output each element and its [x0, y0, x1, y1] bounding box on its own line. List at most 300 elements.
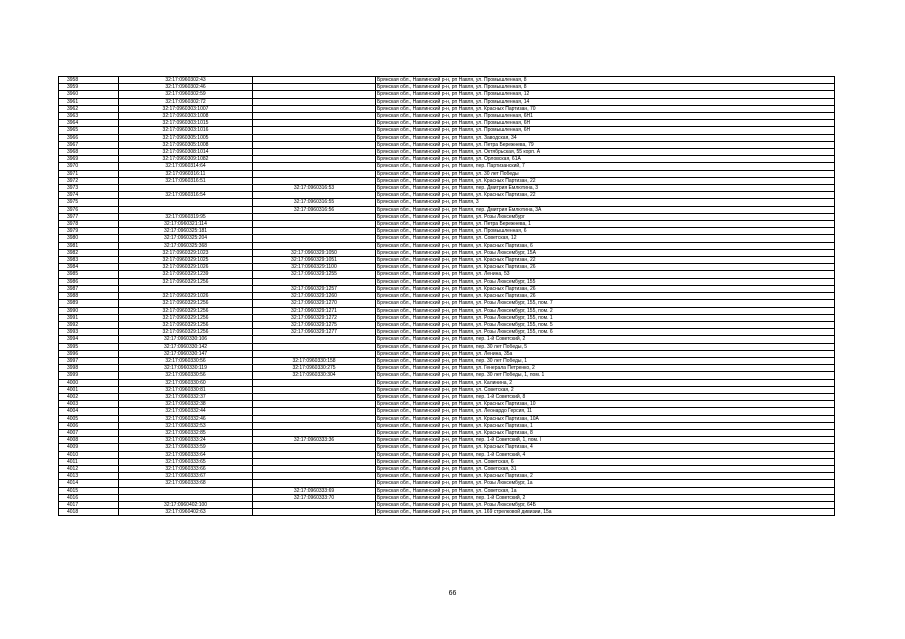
cadastral-number-cell: 32:17:0960329:1256 — [119, 278, 253, 285]
parent-cadastral-number-cell — [253, 336, 376, 343]
table-row — [59, 357, 835, 364]
row-number-cell: 3969 — [59, 156, 119, 163]
table-row — [59, 156, 835, 163]
parent-cadastral-number-cell: 32:17:0960316:53 — [253, 185, 376, 192]
cadastral-number-cell: 32:17:0960303:1007 — [119, 105, 253, 112]
cadastral-number-cell: 32:17:0960302:46 — [119, 84, 253, 91]
table-row — [59, 242, 835, 249]
address-cell: Брянская обл., Навлинский р-н, рп Навля, ул. Красных Партизан, 6 — [376, 242, 835, 249]
parent-cadastral-number-cell — [253, 408, 376, 415]
row-number-cell: 3965 — [59, 127, 119, 134]
address-cell: Брянская обл., Навлинский р-н, рп Навля, пер. 30 лет Победы, 5 — [376, 343, 835, 350]
row-number-cell: 3978 — [59, 221, 119, 228]
cadastral-number-cell: 32:17:0960329:1023 — [119, 249, 253, 256]
parent-cadastral-number-cell — [253, 415, 376, 422]
cadastral-number-cell: 32:17:0960329:1239 — [119, 271, 253, 278]
row-number-cell: 4014 — [59, 480, 119, 487]
row-number-cell: 3984 — [59, 264, 119, 271]
cadastral-number-cell: 32:17:0960302:59 — [119, 91, 253, 98]
table-row — [59, 264, 835, 271]
cadastral-number-cell: 32:17:0960402:63 — [119, 509, 253, 516]
row-number-cell: 3989 — [59, 300, 119, 307]
row-number-cell: 3997 — [59, 357, 119, 364]
parent-cadastral-number-cell: 32:17:0960329:1050 — [253, 249, 376, 256]
cadastral-number-cell: 32:17:0960325:181 — [119, 228, 253, 235]
row-number-cell: 3977 — [59, 213, 119, 220]
cadastral-number-cell: 32:17:0960333:68 — [119, 480, 253, 487]
cadastral-number-cell: 32:17:0960330:60 — [119, 379, 253, 386]
address-cell: Брянская обл., Навлинский р-н, рп Навля, пер. 1-й Советский, 8 — [376, 393, 835, 400]
table-row — [59, 480, 835, 487]
address-cell: Брянская обл., Навлинский р-н, рп Навля, ул. Красных Партизан, 10 — [376, 401, 835, 408]
parent-cadastral-number-cell — [253, 120, 376, 127]
cadastral-number-cell — [119, 494, 253, 501]
parent-cadastral-number-cell: 32:17:0960329:1255 — [253, 271, 376, 278]
parent-cadastral-number-cell — [253, 77, 376, 84]
table-row — [59, 451, 835, 458]
row-number-cell: 3962 — [59, 105, 119, 112]
parent-cadastral-number-cell — [253, 113, 376, 120]
address-cell: Брянская обл., Навлинский р-н, рп Навля, пер. 30 лет Победы, 1, пом. 1 — [376, 372, 835, 379]
row-number-cell: 4017 — [59, 501, 119, 508]
cadastral-number-cell: 32:17:0960303:1008 — [119, 113, 253, 120]
cadastral-number-cell: 32:17:0960333:64 — [119, 451, 253, 458]
parent-cadastral-number-cell: 32:17:0960329:1272 — [253, 314, 376, 321]
row-number-cell: 3985 — [59, 271, 119, 278]
row-number-cell: 3973 — [59, 185, 119, 192]
parent-cadastral-number-cell — [253, 149, 376, 156]
table-row — [59, 343, 835, 350]
row-number-cell: 4005 — [59, 415, 119, 422]
cadastral-number-cell: 32:17:0960333:67 — [119, 473, 253, 480]
parent-cadastral-number-cell: 32:17:0960333:36 — [253, 437, 376, 444]
table-row — [59, 285, 835, 292]
address-cell: Брянская обл., Навлинский р-н, рп Навля, ул. Промышленная, 14 — [376, 98, 835, 105]
cadastral-number-cell: 32:17:0960332:46 — [119, 415, 253, 422]
table-row — [59, 444, 835, 451]
address-cell: Брянская обл., Навлинский р-н, рп Навля, ул. Красных Партизан, 26 — [376, 293, 835, 300]
table-row — [59, 422, 835, 429]
row-number-cell: 3981 — [59, 242, 119, 249]
parent-cadastral-number-cell — [253, 278, 376, 285]
parent-cadastral-number-cell: 32:17:0960330:158 — [253, 357, 376, 364]
row-number-cell: 3968 — [59, 149, 119, 156]
address-cell: Брянская обл., Навлинский р-н, рп Навля, пер. 1-й Советский, 2 — [376, 494, 835, 501]
cadastral-number-cell: 32:17:0960333:24 — [119, 437, 253, 444]
row-number-cell: 3959 — [59, 84, 119, 91]
parent-cadastral-number-cell — [253, 91, 376, 98]
parent-cadastral-number-cell — [253, 501, 376, 508]
row-number-cell: 4006 — [59, 422, 119, 429]
address-cell: Брянская обл., Навлинский р-н, рп Навля, ул. Заводская, 34 — [376, 134, 835, 141]
row-number-cell: 3963 — [59, 113, 119, 120]
address-cell: Брянская обл., Навлинский р-н, рп Навля, ул. Петра Бережнева, 1 — [376, 221, 835, 228]
parent-cadastral-number-cell — [253, 235, 376, 242]
address-cell: Брянская обл., Навлинский р-н, рп Навля, пер. Партизанский, 7 — [376, 163, 835, 170]
address-cell: Брянская обл., Навлинский р-н, рп Навля, 3 — [376, 199, 835, 206]
address-cell: Брянская обл., Навлинский р-н, рп Навля, ул. Советская, 1а — [376, 487, 835, 494]
cadastral-number-cell: 32:17:0960402:100 — [119, 501, 253, 508]
parent-cadastral-number-cell: 32:17:0960316:56 — [253, 206, 376, 213]
cadastral-number-cell: 32:17:0960329:1025 — [119, 257, 253, 264]
cadastral-number-cell: 32:17:0960332:53 — [119, 422, 253, 429]
address-cell: Брянская обл., Навлинский р-н, рп Навля, ул. Октябрьская, 55 корп. А — [376, 149, 835, 156]
parent-cadastral-number-cell: 32:17:0960329:1270 — [253, 300, 376, 307]
address-cell: Брянская обл., Навлинский р-н, рп Навля, пер. Дмитрия Емлютина, 3 — [376, 185, 835, 192]
table-row — [59, 487, 835, 494]
row-number-cell: 3983 — [59, 257, 119, 264]
table-row — [59, 120, 835, 127]
parent-cadastral-number-cell — [253, 429, 376, 436]
cadastral-number-cell: 32:17:0960329:1256 — [119, 300, 253, 307]
table-row — [59, 98, 835, 105]
table-row — [59, 458, 835, 465]
cadastral-number-cell: 32:17:0960305:1008 — [119, 141, 253, 148]
table-row — [59, 386, 835, 393]
row-number-cell: 3975 — [59, 199, 119, 206]
address-cell: Брянская обл., Навлинский р-н, рп Навля, ул. Ленина, 53 — [376, 271, 835, 278]
parent-cadastral-number-cell — [253, 170, 376, 177]
table-row — [59, 329, 835, 336]
table-row — [59, 473, 835, 480]
parent-cadastral-number-cell: 32:17:0960329:1257 — [253, 285, 376, 292]
address-cell: Брянская обл., Навлинский р-н, рп Навля, ул. Леонардо Герсия, 11 — [376, 408, 835, 415]
address-cell: Брянская обл., Навлинский р-н, рп Навля, ул. Розы Люксембург, 155, пом. 2 — [376, 307, 835, 314]
row-number-cell: 4007 — [59, 429, 119, 436]
cadastral-number-cell: 32:17:0960316:11 — [119, 170, 253, 177]
row-number-cell: 3958 — [59, 77, 119, 84]
row-number-cell: 3996 — [59, 350, 119, 357]
cadastral-number-cell: 32:17:0960333:66 — [119, 465, 253, 472]
table-row — [59, 415, 835, 422]
address-cell: Брянская обл., Навлинский р-н, рп Навля, ул. Промышленная, 6Н — [376, 127, 835, 134]
address-cell: Брянская обл., Навлинский р-н, рп Навля, пер. 1-й Советский, 2 — [376, 336, 835, 343]
table-row — [59, 321, 835, 328]
row-number-cell: 3976 — [59, 206, 119, 213]
cadastral-number-cell: 32:17:0960332:38 — [119, 401, 253, 408]
cadastral-number-cell: 32:17:0960330:142 — [119, 343, 253, 350]
table-row — [59, 105, 835, 112]
row-number-cell: 3970 — [59, 163, 119, 170]
table-row — [59, 113, 835, 120]
cadastral-number-cell: 32:17:0960329:1256 — [119, 321, 253, 328]
row-number-cell: 3980 — [59, 235, 119, 242]
parent-cadastral-number-cell — [253, 221, 376, 228]
page-number: 66 — [448, 590, 457, 597]
cadastral-number-cell: 32:17:0960302:72 — [119, 98, 253, 105]
address-cell: Брянская обл., Навлинский р-н, рп Навля, ул. Розы Люксембург, 155 — [376, 278, 835, 285]
parent-cadastral-number-cell: 32:17:0960316:55 — [253, 199, 376, 206]
row-number-cell: 3992 — [59, 321, 119, 328]
row-number-cell: 3990 — [59, 307, 119, 314]
table-row — [59, 134, 835, 141]
address-cell: Брянская обл., Навлинский р-н, рп Навля, ул. Розы Люксембург, 155, пом. 1 — [376, 314, 835, 321]
row-number-cell: 4013 — [59, 473, 119, 480]
cadastral-number-cell: 32:17:0960330:56 — [119, 357, 253, 364]
parent-cadastral-number-cell — [253, 105, 376, 112]
parent-cadastral-number-cell — [253, 156, 376, 163]
table-row — [59, 228, 835, 235]
cadastral-number-cell: 32:17:0960319:95 — [119, 213, 253, 220]
address-cell: Брянская обл., Навлинский р-н, рп Навля, ул. Красных Партизан, 26 — [376, 285, 835, 292]
table-row — [59, 127, 835, 134]
address-cell: Брянская обл., Навлинский р-н, рп Навля, ул. Красных Партизан, 22 — [376, 192, 835, 199]
row-number-cell: 3998 — [59, 365, 119, 372]
table-row — [59, 494, 835, 501]
cadastral-number-cell: 32:17:0960333:65 — [119, 458, 253, 465]
row-number-cell: 3986 — [59, 278, 119, 285]
address-cell: Брянская обл., Навлинский р-н, рп Навля, ул. Промышленная, 6 — [376, 228, 835, 235]
table-row — [59, 141, 835, 148]
row-number-cell: 3995 — [59, 343, 119, 350]
row-number-cell: 4008 — [59, 437, 119, 444]
cadastral-number-cell — [119, 487, 253, 494]
table-row — [59, 213, 835, 220]
parent-cadastral-number-cell: 32:17:0960330:304 — [253, 372, 376, 379]
address-cell: Брянская обл., Навлинский р-н, рп Навля, ул. Красных Партизан, 26 — [376, 264, 835, 271]
table-row — [59, 199, 835, 206]
parent-cadastral-number-cell — [253, 127, 376, 134]
table-row — [59, 249, 835, 256]
table-row — [59, 300, 835, 307]
cadastral-number-cell: 32:17:0960325:368 — [119, 242, 253, 249]
address-cell: Брянская обл., Навлинский р-н, рп Навля, ул. Орловская, 61А — [376, 156, 835, 163]
cadastral-number-cell: 32:17:0960329:1256 — [119, 329, 253, 336]
table-row — [59, 293, 835, 300]
parent-cadastral-number-cell — [253, 163, 376, 170]
row-number-cell: 3991 — [59, 314, 119, 321]
table-row — [59, 393, 835, 400]
parent-cadastral-number-cell: 32:17:0960329:1277 — [253, 329, 376, 336]
cadastral-number-cell: 32:17:0960329:1256 — [119, 307, 253, 314]
table-row — [59, 314, 835, 321]
parent-cadastral-number-cell — [253, 509, 376, 516]
cadastral-number-cell: 32:17:0960309:1082 — [119, 156, 253, 163]
address-cell: Брянская обл., Навлинский р-н, рп Навля, ул. Промышленная, 6Н1 — [376, 113, 835, 120]
cadastral-number-cell: 32:17:0960332:44 — [119, 408, 253, 415]
parent-cadastral-number-cell — [253, 141, 376, 148]
address-cell: Брянская обл., Навлинский р-н, рп Навля, ул. Красных Партизан, 2 — [376, 473, 835, 480]
table-row — [59, 84, 835, 91]
table-row — [59, 408, 835, 415]
cadastral-number-cell: 32:17:0960332:85 — [119, 429, 253, 436]
row-number-cell: 3982 — [59, 249, 119, 256]
table-row — [59, 278, 835, 285]
address-cell: Брянская обл., Навлинский р-н, рп Навля, ул. Розы Люксембург, 64Б — [376, 501, 835, 508]
address-cell: Брянская обл., Навлинский р-н, рп Навля, ул. Красных Партизан, 1 — [376, 422, 835, 429]
cadastral-number-cell: 32:17:0960303:1016 — [119, 127, 253, 134]
cadastral-number-cell: 32:17:0960330:56 — [119, 372, 253, 379]
table-row — [59, 206, 835, 213]
address-cell: Брянская обл., Навлинский р-н, рп Навля, ул. Розы Люксембург — [376, 213, 835, 220]
address-cell: Брянская обл., Навлинский р-н, рп Навля, ул. Советская, 12 — [376, 235, 835, 242]
row-number-cell: 4015 — [59, 487, 119, 494]
address-cell: Брянская обл., Навлинский р-н, рп Навля, ул. Красных Партизан, 8 — [376, 429, 835, 436]
cadastral-number-cell: 32:17:0960303:1015 — [119, 120, 253, 127]
parent-cadastral-number-cell — [253, 386, 376, 393]
row-number-cell: 3960 — [59, 91, 119, 98]
address-cell: Брянская обл., Навлинский р-н, рп Навля, ул. 30 лет Победы — [376, 170, 835, 177]
table-row — [59, 271, 835, 278]
address-cell: Брянская обл., Навлинский р-н, рп Навля, ул. 169 стрелковой дивизии, 15а — [376, 509, 835, 516]
cadastral-number-cell — [119, 206, 253, 213]
parent-cadastral-number-cell: 32:17:0960333:70 — [253, 494, 376, 501]
cadastral-number-cell: 32:17:0960314:64 — [119, 163, 253, 170]
parent-cadastral-number-cell — [253, 242, 376, 249]
table-row — [59, 501, 835, 508]
cadastral-number-cell: 32:17:0960330:81 — [119, 386, 253, 393]
cadastral-number-cell: 32:17:0960325:204 — [119, 235, 253, 242]
table-row — [59, 149, 835, 156]
row-number-cell: 3993 — [59, 329, 119, 336]
table-row — [59, 170, 835, 177]
address-cell: Брянская обл., Навлинский р-н, рп Навля, ул. Промышленная, 8 — [376, 77, 835, 84]
address-cell: Брянская обл., Навлинский р-н, рп Навля, ул. Генерала Петренко, 2 — [376, 365, 835, 372]
parent-cadastral-number-cell — [253, 213, 376, 220]
cadastral-number-cell: 32:17:0960329:1026 — [119, 293, 253, 300]
cadastral-number-cell: 32:17:0960332:37 — [119, 393, 253, 400]
row-number-cell: 3988 — [59, 293, 119, 300]
table-row — [59, 177, 835, 184]
row-number-cell: 3979 — [59, 228, 119, 235]
row-number-cell: 3987 — [59, 285, 119, 292]
parent-cadastral-number-cell: 32:17:0960329:1100 — [253, 264, 376, 271]
table-row — [59, 465, 835, 472]
address-cell: Брянская обл., Навлинский р-н, рп Навля, ул. Красных Партизан, 4 — [376, 444, 835, 451]
table-body — [59, 77, 835, 516]
parent-cadastral-number-cell: 32:17:0960329:1051 — [253, 257, 376, 264]
address-cell: Брянская обл., Навлинский р-н, рп Навля, ул. Ленина, 35а — [376, 350, 835, 357]
cadastral-number-cell: 32:17:0960316:51 — [119, 177, 253, 184]
address-cell: Брянская обл., Навлинский р-н, рп Навля, ул. Промышленная, 8 — [376, 84, 835, 91]
parent-cadastral-number-cell — [253, 177, 376, 184]
cadastral-number-cell: 32:17:0960305:1005 — [119, 134, 253, 141]
parent-cadastral-number-cell: 32:17:0960333:69 — [253, 487, 376, 494]
table-row — [59, 437, 835, 444]
parent-cadastral-number-cell — [253, 98, 376, 105]
row-number-cell: 3974 — [59, 192, 119, 199]
table-row — [59, 91, 835, 98]
cadastral-number-cell: 32:17:0960329:1026 — [119, 264, 253, 271]
row-number-cell: 4003 — [59, 401, 119, 408]
cadastral-number-cell — [119, 199, 253, 206]
address-cell: Брянская обл., Навлинский р-н, рп Навля, ул. Промышленная, 12 — [376, 91, 835, 98]
address-cell: Брянская обл., Навлинский р-н, рп Навля, пер. 1-й Советский, 4 — [376, 451, 835, 458]
parent-cadastral-number-cell — [253, 473, 376, 480]
parent-cadastral-number-cell — [253, 379, 376, 386]
parent-cadastral-number-cell — [253, 350, 376, 357]
address-cell: Брянская обл., Навлинский р-н, рп Навля, ул. Красных Партизан, 22 — [376, 257, 835, 264]
row-number-cell: 3961 — [59, 98, 119, 105]
cadastral-number-cell — [119, 285, 253, 292]
row-number-cell: 3971 — [59, 170, 119, 177]
cadastral-number-cell: 32:17:0960321:114 — [119, 221, 253, 228]
address-cell: Брянская обл., Навлинский р-н, рп Навля, ул. Розы Люксембург, 155, пом. 5 — [376, 321, 835, 328]
cadastral-number-cell: 32:17:0960330:119 — [119, 365, 253, 372]
parent-cadastral-number-cell — [253, 422, 376, 429]
table-row — [59, 429, 835, 436]
address-cell: Брянская обл., Навлинский р-н, рп Навля, пер. Дмитрия Емлютина, 3А — [376, 206, 835, 213]
table-row — [59, 307, 835, 314]
table-row — [59, 336, 835, 343]
address-cell: Брянская обл., Навлинский р-н, рп Навля, ул. Калинина, 2 — [376, 379, 835, 386]
table-row — [59, 257, 835, 264]
parent-cadastral-number-cell — [253, 393, 376, 400]
address-cell: Брянская обл., Навлинский р-н, рп Навля, ул. Советская, 2 — [376, 386, 835, 393]
parent-cadastral-number-cell — [253, 134, 376, 141]
row-number-cell: 4002 — [59, 393, 119, 400]
parent-cadastral-number-cell — [253, 458, 376, 465]
row-number-cell: 4010 — [59, 451, 119, 458]
address-cell: Брянская обл., Навлинский р-н, рп Навля, ул. Розы Люксембург, 1а — [376, 480, 835, 487]
cadastral-number-cell: 32:17:0960302:43 — [119, 77, 253, 84]
parent-cadastral-number-cell: 32:17:0960329:1275 — [253, 321, 376, 328]
address-cell: Брянская обл., Навлинский р-н, рп Навля, ул. Красных Партизан, 10А — [376, 415, 835, 422]
address-cell: Брянская обл., Навлинский р-н, рп Навля, ул. Розы Люксембург, 15А — [376, 249, 835, 256]
parent-cadastral-number-cell — [253, 228, 376, 235]
address-cell: Брянская обл., Навлинский р-н, рп Навля, пер. 30 лет Победы, 1 — [376, 357, 835, 364]
address-cell: Брянская обл., Навлинский р-н, рп Навля, пер. 1-й Советский, 1, пом. I — [376, 437, 835, 444]
address-cell: Брянская обл., Навлинский р-н, рп Навля, ул. Петра Бережнева, 79 — [376, 141, 835, 148]
row-number-cell: 4018 — [59, 509, 119, 516]
row-number-cell: 4000 — [59, 379, 119, 386]
table-row — [59, 509, 835, 516]
cadastral-number-cell: 32:17:0960330:147 — [119, 350, 253, 357]
row-number-cell: 4001 — [59, 386, 119, 393]
table-row — [59, 77, 835, 84]
row-number-cell: 4016 — [59, 494, 119, 501]
row-number-cell: 4009 — [59, 444, 119, 451]
address-cell: Брянская обл., Навлинский р-н, рп Навля, ул. Красных Партизан, 70 — [376, 105, 835, 112]
row-number-cell: 3999 — [59, 372, 119, 379]
parent-cadastral-number-cell: 32:17:0960329:1271 — [253, 307, 376, 314]
row-number-cell: 3972 — [59, 177, 119, 184]
address-cell: Брянская обл., Навлинский р-н, рп Навля, ул. Розы Люксембург, 155, пом. 6 — [376, 329, 835, 336]
cadastral-number-cell: 32:17:0960308:1014 — [119, 149, 253, 156]
row-number-cell: 3967 — [59, 141, 119, 148]
row-number-cell: 4011 — [59, 458, 119, 465]
table-row — [59, 379, 835, 386]
parent-cadastral-number-cell — [253, 401, 376, 408]
row-number-cell: 3966 — [59, 134, 119, 141]
cadastral-number-cell — [119, 185, 253, 192]
parent-cadastral-number-cell: 32:17:0960330:275 — [253, 365, 376, 372]
address-cell: Брянская обл., Навлинский р-н, рп Навля, ул. Советская, 31 — [376, 465, 835, 472]
address-cell: Брянская обл., Навлинский р-н, рп Навля, ул. Промышленная, 6Н — [376, 120, 835, 127]
parent-cadastral-number-cell — [253, 465, 376, 472]
cadastral-number-cell: 32:17:0960330:106 — [119, 336, 253, 343]
parent-cadastral-number-cell — [253, 192, 376, 199]
row-number-cell: 4004 — [59, 408, 119, 415]
parent-cadastral-number-cell — [253, 84, 376, 91]
table-row — [59, 235, 835, 242]
address-cell: Брянская обл., Навлинский р-н, рп Навля, ул. Красных Партизан, 22 — [376, 177, 835, 184]
row-number-cell: 3994 — [59, 336, 119, 343]
table-row — [59, 350, 835, 357]
address-cell: Брянская обл., Навлинский р-н, рп Навля, ул. Советская, 6 — [376, 458, 835, 465]
cadastral-number-cell: 32:17:0960329:1256 — [119, 314, 253, 321]
table-row — [59, 192, 835, 199]
table-row — [59, 221, 835, 228]
parent-cadastral-number-cell — [253, 480, 376, 487]
row-number-cell: 4012 — [59, 465, 119, 472]
row-number-cell: 3964 — [59, 120, 119, 127]
parent-cadastral-number-cell: 32:17:0960329:1260 — [253, 293, 376, 300]
cadastral-table — [58, 76, 835, 516]
address-cell: Брянская обл., Навлинский р-н, рп Навля, ул. Розы Люксембург, 155, пом. 7 — [376, 300, 835, 307]
parent-cadastral-number-cell — [253, 451, 376, 458]
table-row — [59, 401, 835, 408]
